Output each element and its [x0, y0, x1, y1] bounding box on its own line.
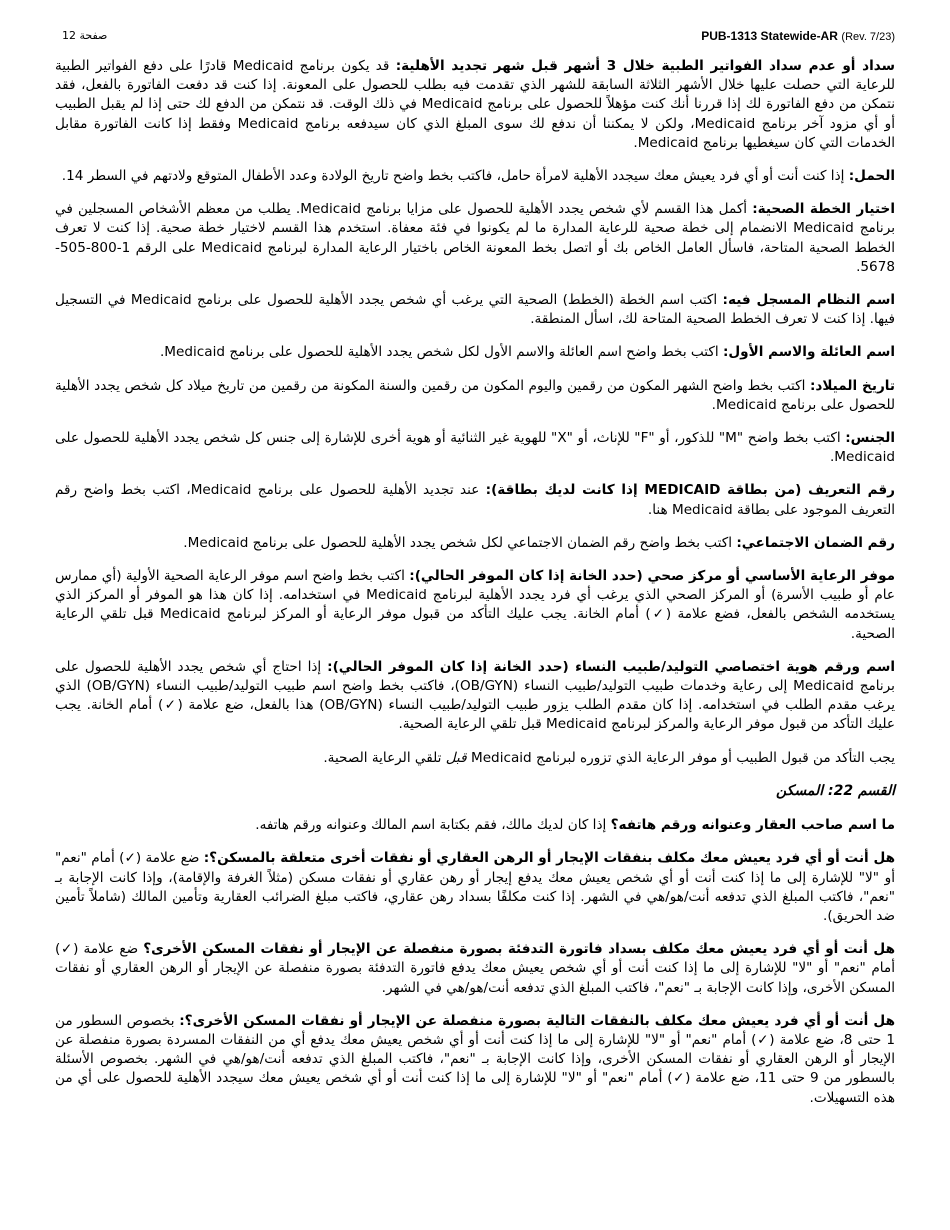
- note-emphasis: قبل: [445, 749, 467, 766]
- paragraph-health-plan-choice: [55, 200, 895, 277]
- paragraph-text: بخصوص السطور من 1 حتى 8، ضع علامة (✓) أمام "نعم" أو "لا" للإشارة إلى ما إذا كنت أنت أو أي شخص يعيش معك يدفع أي من النفقات المسردة بصورة منفصلة عن الإيجار أو الرهن العقاري أو نفقات المسكن الأخرى، وإذا كانت الإجابة بـ "نعم"، فاكتب المبلغ الذي تدفعه أنت/هو/هي في الشهر. بخصوص الأسئلة بالسطور من 9 حتى 11، ضع علامة (✓) أمام "نعم" أو "لا" للإشارة إلى ما إذا كنت أنت أو أي شخص يعيش معك سيجدد الأهلية للحصول على أي من هذه التسهيلات.: [55, 1012, 895, 1106]
- paragraph-text: اكتب اسم الخطة (الخطط) الصحية التي يرغب أي شخص يجدد الأهلية للحصول على برنامج Medicaid في التسجيل فيها. إذا كنت لا تعرف الخطط الصحية المتاحة لك، اسأل المنطقة.: [55, 292, 895, 328]
- note-text-end: تلقي الرعاية الصحية.: [323, 749, 446, 766]
- paragraph-text: إذا كان لديك مالك، فقم بكتابة اسم المالك وعنوانه ورقم هاتفه.: [255, 817, 611, 834]
- page-number: صفحة 12: [62, 29, 108, 42]
- term-heading: اسم النظام المسجل فيه:: [722, 292, 895, 309]
- instructions-body: [55, 57, 895, 1122]
- term-heading: سداد أو عدم سداد الفواتير الطبية خلال 3 أشهر قبل شهر تجديد الأهلية:: [395, 58, 896, 74]
- term-heading: الحمل:: [848, 168, 895, 185]
- paragraph-text: أكمل هذا القسم لأي شخص يجدد الأهلية للحصول على مزايا برنامج Medicaid. يطلب من معظم الأشخاص المسجلين في برنامج Medicaid الانضمام إلى خطة صحية للرعاية المدارة ما لم يكونوا في فئة معفاة. استخدم هذا القسم لاختيار خطة صحية. إذا كنت لا تعرف الخطط الصحية المتاحة، فاسأل العامل الخاص بك أو اتصل بخط المعونة الخاص باختيار الرعاية المدارة لبرنامج Medicaid على الرقم 1-800-505-5678.: [55, 201, 895, 275]
- term-heading: اسم العائلة والاسم الأول:: [722, 344, 895, 361]
- paragraph-text: اكتب بخط واضح الشهر المكون من رقمين واليوم المكون من رقمين والسنة المكونة من رقمين من تاريخ ميلاد كل شخص يجدد الأهلية للحصول على برنامج Medicaid.: [55, 377, 895, 413]
- term-heading: تاريخ الميلاد:: [809, 377, 895, 394]
- paragraph-primary-care: [55, 567, 895, 644]
- paragraph-text: إذا كنت أنت أو أي فرد يعيش معك سيجدد الأهلية لامرأة حامل، فاكتب بخط واضح تاريخ الولادة وعدد الأطفال المتوقع ولادتهم في السطر 14.: [61, 168, 849, 185]
- form-identifier: [701, 29, 895, 44]
- paragraph-text: ضع علامة (✓) أمام "نعم" أو "لا" للإشارة إلى ما إذا كنت أنت أو أي شخص يعيش معك يدفع فاتورة التدفئة بصورة منفصلة عن الإيجار أو الرهن العقاري أو نفقات المسكن الأخرى، وإذا كانت الإجابة بـ "نعم"، فاكتب المبلغ الذي تدفعه أنت/هو/هي في الشهر.: [55, 941, 895, 996]
- paragraph-text: عند تجديد الأهلية للحصول على برنامج Medicaid، اكتب بخط واضح رقم التعريف الموجود على بطاقة Medicaid هنا.: [55, 482, 895, 518]
- paragraph-medicaid-id: [55, 481, 895, 519]
- paragraph-names: [55, 343, 895, 362]
- paragraph-enrolled-plan-name: [55, 291, 895, 329]
- paragraph-other-expenses: [55, 1012, 895, 1108]
- question-heading: هل أنت أو أي فرد يعيش معك مكلف بالنفقات التالية بصورة منفصلة عن الإيجار أو نفقات المسكن الأخرى؟:: [179, 1012, 895, 1029]
- note-text: يجب التأكد من قبول الطبيب أو موفر الرعاية الذي تزوره لبرنامج Medicaid: [466, 749, 895, 766]
- question-heading: هل أنت أو أي فرد يعيش معك مكلف بنفقات الإيجار أو الرهن العقاري أو نفقات أخرى متعلقة بالمسكن؟:: [203, 850, 896, 867]
- paragraph-text: قد يكون برنامج Medicaid قادرًا على دفع الفواتير الطبية للرعاية التي حصلت عليها خلال الأشهر الثلاثة السابقة للشهر الذي تقدمت فيه بطلب للحصول على المعونة. إذا كنت قد دفعت الفاتورة بالفعل، فقد نتمكن من دفع الفاتورة لك إذا قررنا أنك كنت مؤهلاً للحصول على برنامج Medicaid في ذلك الوقت. قد نتمكن من الدفع لك حتى إذا لم يقبل الطبيب أو أي مزود آخر برنامج Medicaid، ولكن لا يمكننا أن ندفع لك سوى المبلغ الذي كان سيدفعه برنامج Medicaid وفقط إذا كانت الفاتورة مقابل الخدمات التي كان سيغطيها برنامج Medicaid.: [55, 58, 896, 151]
- paragraph-pregnancy: [55, 167, 895, 186]
- paragraph-provider-note: [55, 749, 895, 768]
- paragraph-landlord: [55, 816, 895, 835]
- paragraph-heating: [55, 940, 895, 998]
- term-heading: رقم الضمان الاجتماعي:: [736, 534, 895, 551]
- question-heading: ما اسم صاحب العقار وعنوانه ورقم هاتفه؟: [610, 817, 895, 834]
- paragraph-text: إذا احتاج أي شخص يجدد الأهلية للحصول على برنامج Medicaid إلى رعاية وخدمات طبيب التوليد/طبيب النساء (OB/GYN)، فاكتب بخط واضح اسم طبيب التوليد/طبيب النساء (OB/GYN) الذي يرغب مقدم الطلب في استخدامه. إذا كان مقدم الطلب يزور طبيب التوليد/طبيب النساء (OB/GYN) هذا بالفعل، ضع علامة (✓) أمام الخانة. يجب عليك التأكد من قبول موفر الرعاية والمركز لبرنامج Medicaid قبل تلقي الرعاية الصحية.: [55, 658, 895, 733]
- paragraph-birth-date: [55, 377, 895, 415]
- paragraph-text: اكتب بخط واضح اسم العائلة والاسم الأول لكل شخص يجدد الأهلية للحصول على برنامج Medicaid.: [159, 344, 723, 361]
- paragraph-rent-mortgage: [55, 849, 895, 926]
- term-heading: موفر الرعاية الأساسي أو مركز صحي (حدد الخانة إذا كان الموفر الحالي):: [409, 568, 896, 585]
- term-heading: الجنس:: [845, 430, 895, 447]
- term-heading: رقم التعريف (من بطاقة MEDICAID إذا كانت لديك بطاقة):: [485, 482, 896, 499]
- paragraph-sex: [55, 429, 895, 467]
- question-heading: هل أنت أو أي فرد يعيش معك مكلف بسداد فاتورة التدفئة بصورة منفصلة عن الإيجار أو نفقات المسكن الأخرى؟: [143, 941, 895, 958]
- term-heading: اختيار الخطة الصحية:: [752, 201, 895, 218]
- paragraph-text: اكتب بخط واضح "M" للذكور، أو "F" للإناث، أو "X" للهوية غير الثنائية أو هوية أخرى للإشارة إلى جنس كل شخص يجدد الأهلية للحصول على Medicaid.: [55, 430, 895, 466]
- paragraph-obgyn: [55, 658, 895, 735]
- paragraph-medical-bills: [55, 57, 895, 153]
- paragraph-text: اكتب بخط واضح رقم الضمان الاجتماعي لكل شخص يجدد الأهلية للحصول على برنامج Medicaid.: [183, 534, 737, 551]
- paragraph-text: ضع علامة (✓) أمام "نعم" أو "لا" للإشارة إلى ما إذا كنت أنت أو أي شخص يعيش معك يدفع إيجار أو رهن عقاري أو نفقات مسكن (مثلاً الغرفة والإقامة)، وإذا كانت الإجابة بـ "نعم"، فاكتب المبلغ الذي تدفعه أنت/هو/هي في الشهر. إذا كنت مكلفًا بسداد رهن عقاري، فاكتب مبلغ الضرائب العقارية وتأمين المالك (شاملاً تأمين ضد الحريق).: [55, 850, 895, 924]
- form-revision: (Rev. 7/23): [841, 31, 895, 43]
- paragraph-ssn: [55, 534, 895, 553]
- term-heading: اسم ورقم هوية اختصاصي التوليد/طبيب النساء (حدد الخانة إذا كان الموفر الحالي):: [327, 658, 895, 675]
- form-code: PUB-1313 Statewide-AR: [701, 29, 838, 43]
- paragraph-text: اكتب بخط واضح اسم موفر الرعاية الصحية الأولية (أي ممارس عام أو طبيب الأسرة) أو المركز الصحي الذي يرغب أي فرد يجدد الأهلية لبرنامج Medicaid في استخدامه. إذا كان هذا هو الموفر أو المركز الذي يستخدمه الشخص بالفعل، فضع علامة (✓) أمام الخانة. يجب عليك التأكد من قبول موفر الرعاية أو المركز لبرنامج Medicaid قبل تلقي الرعاية الصحية.: [55, 568, 896, 642]
- section-title-housing: القسم 22: المسكن: [775, 782, 895, 799]
